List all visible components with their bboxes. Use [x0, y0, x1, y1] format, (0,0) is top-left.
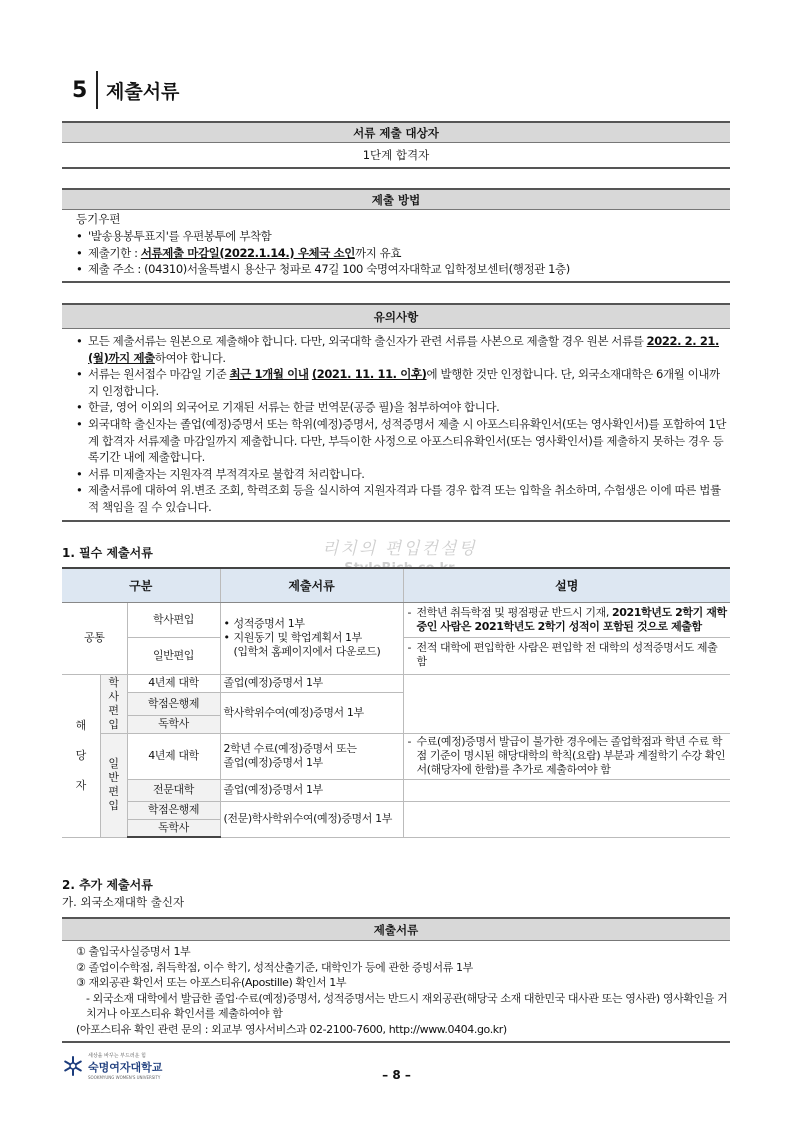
- section-divider: [96, 71, 98, 109]
- required-title: 1. 필수 제출서류: [62, 546, 153, 560]
- section-number: 5: [72, 77, 88, 103]
- type-cell: 학점은행제: [127, 801, 220, 819]
- common-transfer: 학사편입: [127, 602, 220, 637]
- additional-box: [62, 917, 730, 1043]
- target-value: 1단계 합격자: [362, 148, 430, 162]
- type-cell: 독학사: [127, 715, 220, 733]
- additional-heading: 제출서류: [62, 917, 730, 941]
- desc-cell: [403, 801, 730, 837]
- watermark: 리치의 편입컨설팅: [322, 539, 477, 559]
- additional-item: ③ 재외공관 확인서 또는 아포스티유(Apostille) 확인서 1부: [76, 976, 347, 990]
- doc-cell: 졸업(예정)증명서 1부: [220, 674, 403, 692]
- doc-cell: 졸업(예정)증명서 1부: [220, 779, 403, 801]
- header-category: 구분: [62, 568, 220, 602]
- additional-item: ① 출입국사실증명서 1부: [76, 945, 191, 958]
- bach-label: 학사 편입: [100, 674, 127, 733]
- gen-label: 일반 편입: [100, 733, 127, 837]
- method-box: [62, 188, 730, 283]
- page-number: – 8 –: [382, 1068, 411, 1082]
- additional-inquiry: (아포스티유 확인 관련 문의 : 외교부 영사서비스과 02-2100-7600, http://www.0404.go.kr): [76, 1022, 507, 1036]
- applicable-label: 해 당 자: [62, 674, 100, 837]
- note-item: • 서류 미제출자는 지원자격 부적격자로 불합격 처리합니다.: [76, 466, 730, 483]
- type-cell: 4년제 대학: [127, 733, 220, 779]
- common-general: 일반편입: [127, 637, 220, 674]
- type-cell: 전문대학: [127, 779, 220, 801]
- header-documents: 제출서류: [220, 568, 403, 602]
- common-desc2: - 전적 대학에 편입학한 사람은 편입학 전 대학의 성적증명서도 제출함: [403, 637, 730, 674]
- desc-cell: - 수료(예정)증명서 발급이 불가한 경우에는 졸업학점과 학년 수료 학점 기준이 명시된 해당대학의 학칙(요람) 부분과 계절학기 수강 확인서(해당자에 한함)를 추가로 제출하여야 함: [403, 733, 730, 779]
- desc-cell: [403, 674, 730, 733]
- common-desc1: - 전학년 취득학점 및 평점평균 반드시 기재, 2021학년도 2학기 재학 중인 사람은 2021학년도 2학기 성적이 포함된 것으로 제출함: [403, 602, 730, 637]
- type-cell: 독학사: [127, 819, 220, 837]
- method-item: • '발송용봉투표지'를 우편봉투에 부착함: [76, 228, 730, 245]
- section-title: 제출서류: [106, 80, 180, 103]
- doc-cell: 2학년 수료(예정)증명서 또는 졸업(예정)증명서 1부: [220, 733, 403, 779]
- type-cell: 4년제 대학: [127, 674, 220, 692]
- additional-item: ② 졸업이수학점, 취득학점, 이수 학기, 성적산출기준, 대학인가 등에 관한 증빙서류 1부: [76, 960, 473, 974]
- method-intro: 등기우편: [76, 212, 121, 226]
- target-heading: 서류 제출 대상자: [62, 121, 730, 143]
- method-item: • 제출기한 : 서류제출 마감일(2022.1.14.) 우체국 소인까지 유효: [76, 245, 730, 262]
- note-item: • 서류는 원서접수 마감일 기준 최근 1개월 이내 (2021. 11. 11. 이후)에 발행한 것만 인정합니다. 단, 외국소재대학은 6개월 이내까지 인정합니다.: [76, 366, 730, 399]
- type-cell: 학점은행제: [127, 692, 220, 715]
- common-label: 공통: [62, 602, 127, 674]
- note-item: • 제출서류에 대하여 위.변조 조회, 학력조회 등을 실시하여 지원자격과 다를 경우 합격 또는 입학을 취소하며, 수험생은 이에 따른 법률적 책임을 질 수 있습니다.: [76, 482, 730, 515]
- method-heading: 제출 방법: [62, 188, 730, 210]
- required-documents-table: [62, 567, 730, 838]
- method-item: • 제출 주소 : (04310)서울특별시 용산구 청파로 47길 100 숙명여자대학교 입학정보센터(행정관 1층): [76, 261, 730, 278]
- section-header: [72, 70, 179, 110]
- additional-subtitle: 가. 외국소재대학 출신자: [62, 895, 185, 909]
- notes-box: [62, 303, 730, 522]
- additional-title: 2. 추가 제출서류: [62, 878, 153, 892]
- desc-cell: [403, 779, 730, 801]
- additional-note: - 외국소재 대학에서 발급한 졸업·수료(예정)증명서, 성적증명서는 반드시 재외공관(해당국 소재 대한민국 대사관 또는 영사관) 영사확인을 거치거나 아포스티유 확인서를 제출하여야 함: [86, 991, 728, 1021]
- note-item: • 외국대학 출신자는 졸업(예정)증명서 또는 학위(예정)증명서, 성적증명서 제출 시 아포스티유확인서(또는 영사확인서)를 포함하여 1단계 합격자 서류제출 마감일까지 제출합니다. 다만, 부득이한 사정으로 아포스티유확인서(또는 영사확인서)를 제출하지 못하는 경우 등록기간 내에 제출합니다.: [76, 416, 730, 466]
- header-description: 설명: [403, 568, 730, 602]
- notes-heading: 유의사항: [62, 303, 730, 329]
- deadline-text: 서류제출 마감일(2022.1.14.) 우체국 소인: [140, 245, 355, 260]
- doc-cell: 학사학위수여(예정)증명서 1부: [220, 692, 403, 733]
- target-box: [62, 121, 730, 169]
- common-docs: • 성적증명서 1부 • 지원동기 및 학업계획서 1부 (입학처 홈페이지에서 다운로드): [220, 602, 403, 674]
- note-item: • 한글, 영어 이외의 외국어로 기재된 서류는 한글 번역문(공증 필)을 첨부하여야 합니다.: [76, 399, 730, 416]
- note-item: • 모든 제출서류는 원본으로 제출해야 합니다. 다만, 외국대학 출신자가 관련 서류를 사본으로 제출할 경우 원본 서류를 2022. 2. 21.(월)까지 제출하여야 합니다.: [76, 333, 730, 366]
- university-logo: 세상을 바꾸는 부드러운 힘 숙명여자대학교 SOOKMYUNG WOMEN'S UNIVERSITY: [62, 1052, 162, 1080]
- doc-cell: (전문)학사학위수여(예정)증명서 1부: [220, 801, 403, 837]
